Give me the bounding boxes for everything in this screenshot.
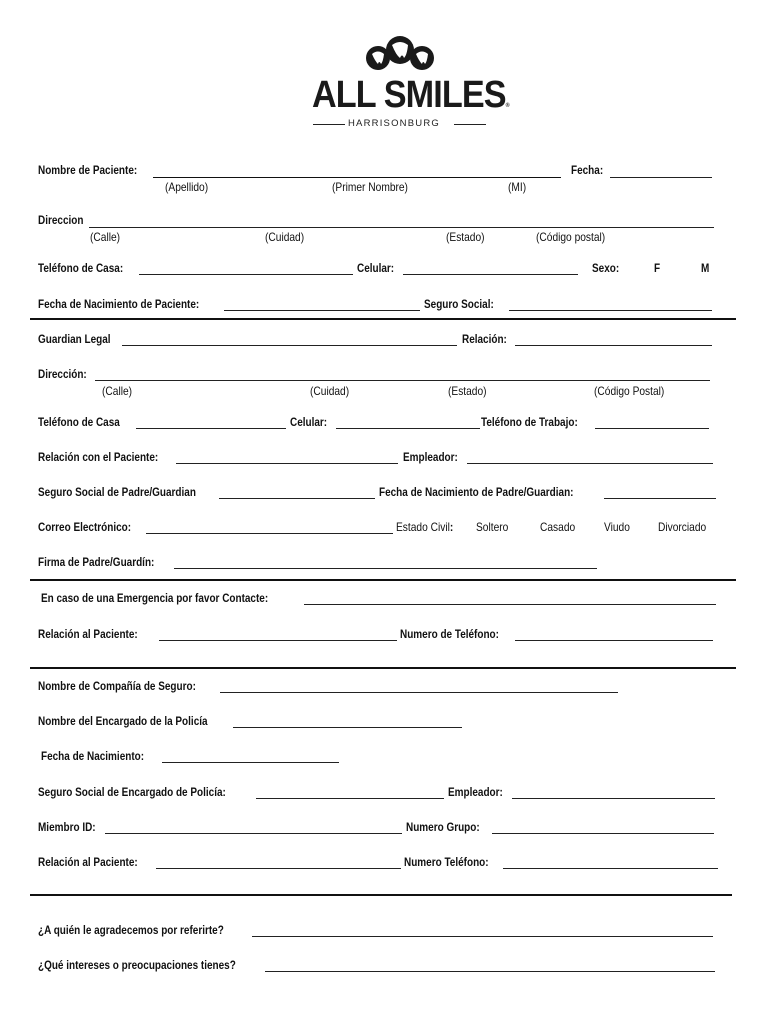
emergency-phone-label: Numero de Teléfono: — [400, 628, 499, 641]
first-name-hint: (Primer Nombre) — [332, 181, 408, 194]
insurance-company-field[interactable] — [220, 692, 618, 693]
mi-hint: (MI) — [508, 181, 527, 194]
legal-guardian-label: Guardian Legal — [38, 333, 111, 346]
holder-ssn-field[interactable] — [256, 798, 444, 799]
emergency-contact-label: En caso de una Emergencia por favor Contacte: — [41, 592, 269, 605]
logo-trademark: ® — [505, 103, 509, 109]
patient-name-label: Nombre de Paciente: — [38, 164, 138, 177]
civil-widowed-option[interactable]: Viudo — [604, 521, 630, 534]
guardian-street-hint: (Calle) — [102, 385, 133, 398]
civil-status-label — [396, 521, 453, 534]
address-label: Direccion — [38, 214, 84, 227]
guardian-cell-field[interactable] — [336, 428, 480, 429]
date-field[interactable] — [610, 177, 712, 178]
tooth-logo-icon — [362, 34, 438, 74]
emergency-relation-field[interactable] — [159, 640, 397, 641]
member-id-field[interactable] — [105, 833, 402, 834]
date-label: Fecha: — [571, 164, 604, 177]
email-field[interactable] — [146, 533, 393, 534]
logo-divider-right — [454, 124, 486, 125]
legal-guardian-field[interactable] — [122, 345, 457, 346]
ssn-label: Seguro Social: — [424, 298, 494, 311]
concerns-label: ¿Qué intereses o preocupaciones tienes? — [38, 959, 236, 972]
guardian-home-phone-label: Teléfono de Casa — [38, 416, 120, 429]
zip-hint: (Código postal) — [536, 231, 606, 244]
home-phone-field[interactable] — [139, 274, 353, 275]
surname-hint: (Apellido) — [165, 181, 209, 194]
holder-employer-label: Empleador: — [448, 786, 503, 799]
address-field[interactable] — [89, 227, 714, 228]
holder-dob-field[interactable] — [162, 762, 339, 763]
guardian-city-hint: (Cuidad) — [310, 385, 350, 398]
city-hint: (Cuidad) — [265, 231, 305, 244]
patient-name-field[interactable] — [153, 177, 561, 178]
guardian-dob-field[interactable] — [604, 498, 716, 499]
signature-label: Firma de Padre/Guardín: — [38, 556, 155, 569]
policy-holder-label: Nombre del Encargado de la Policía — [38, 715, 208, 728]
section-divider — [30, 579, 736, 581]
referral-field[interactable] — [252, 936, 713, 937]
insurance-phone-label: Numero Teléfono: — [404, 856, 489, 869]
civil-status-text: Estado Civil — [396, 521, 450, 534]
guardian-address-label: Dirección: — [38, 368, 87, 381]
cell-field[interactable] — [403, 274, 578, 275]
group-number-field[interactable] — [492, 833, 714, 834]
insurance-phone-field[interactable] — [503, 868, 718, 869]
civil-divorced-option[interactable]: Divorciado — [658, 521, 707, 534]
relation-patient-field[interactable] — [176, 463, 398, 464]
logo-location: HARRISONBURG — [348, 118, 440, 129]
home-phone-label: Teléfono de Casa: — [38, 262, 124, 275]
section-divider — [30, 667, 736, 669]
state-hint: (Estado) — [446, 231, 485, 244]
guardian-work-phone-label: Teléfono de Trabajo: — [481, 416, 578, 429]
policy-holder-field[interactable] — [233, 727, 462, 728]
section-divider — [30, 318, 736, 320]
sex-f-option[interactable]: F — [654, 262, 661, 275]
insurance-company-label: Nombre de Compañía de Seguro: — [38, 680, 196, 693]
guardian-work-phone-field[interactable] — [595, 428, 709, 429]
logo-divider-left — [313, 124, 345, 125]
logo-name: ALL SMILES — [312, 74, 506, 116]
sex-label: Sexo: — [592, 262, 620, 275]
guardian-cell-label: Celular: — [290, 416, 328, 429]
insurance-relation-label: Relación al Paciente: — [38, 856, 138, 869]
patient-dob-field[interactable] — [224, 310, 420, 311]
guardian-home-phone-field[interactable] — [136, 428, 286, 429]
sex-m-option[interactable]: M — [701, 262, 710, 275]
signature-field[interactable] — [174, 568, 597, 569]
emergency-relation-label: Relación al Paciente: — [38, 628, 138, 641]
civil-status-colon: : — [449, 521, 454, 534]
emergency-contact-field[interactable] — [304, 604, 716, 605]
concerns-field[interactable] — [265, 971, 715, 972]
guardian-address-field[interactable] — [95, 380, 710, 381]
group-number-label: Numero Grupo: — [406, 821, 480, 834]
guardian-ssn-label: Seguro Social de Padre/Guardian — [38, 486, 196, 499]
guardian-ssn-field[interactable] — [219, 498, 375, 499]
holder-ssn-label: Seguro Social de Encargado de Policía: — [38, 786, 226, 799]
section-divider — [30, 894, 732, 896]
insurance-relation-field[interactable] — [156, 868, 401, 869]
guardian-employer-label: Empleador: — [403, 451, 458, 464]
guardian-state-hint: (Estado) — [448, 385, 487, 398]
relation-patient-label: Relación con el Paciente: — [38, 451, 159, 464]
member-id-label: Miembro ID: — [38, 821, 96, 834]
street-hint: (Calle) — [90, 231, 121, 244]
ssn-field[interactable] — [509, 310, 712, 311]
emergency-phone-field[interactable] — [515, 640, 713, 641]
referral-label: ¿A quién le agradecemos por referirte? — [38, 924, 224, 937]
civil-married-option[interactable]: Casado — [540, 521, 576, 534]
guardian-dob-label: Fecha de Nacimiento de Padre/Guardian: — [379, 486, 574, 499]
holder-dob-label: Fecha de Nacimiento: — [41, 750, 145, 763]
guardian-relation-label: Relación: — [462, 333, 507, 346]
logo-text — [312, 74, 509, 117]
guardian-employer-field[interactable] — [467, 463, 713, 464]
holder-employer-field[interactable] — [512, 798, 715, 799]
cell-label: Celular: — [357, 262, 395, 275]
guardian-relation-field[interactable] — [515, 345, 712, 346]
email-label: Correo Electrónico: — [38, 521, 132, 534]
civil-single-option[interactable]: Soltero — [476, 521, 509, 534]
patient-dob-label: Fecha de Nacimiento de Paciente: — [38, 298, 200, 311]
guardian-zip-hint: (Código Postal) — [594, 385, 665, 398]
